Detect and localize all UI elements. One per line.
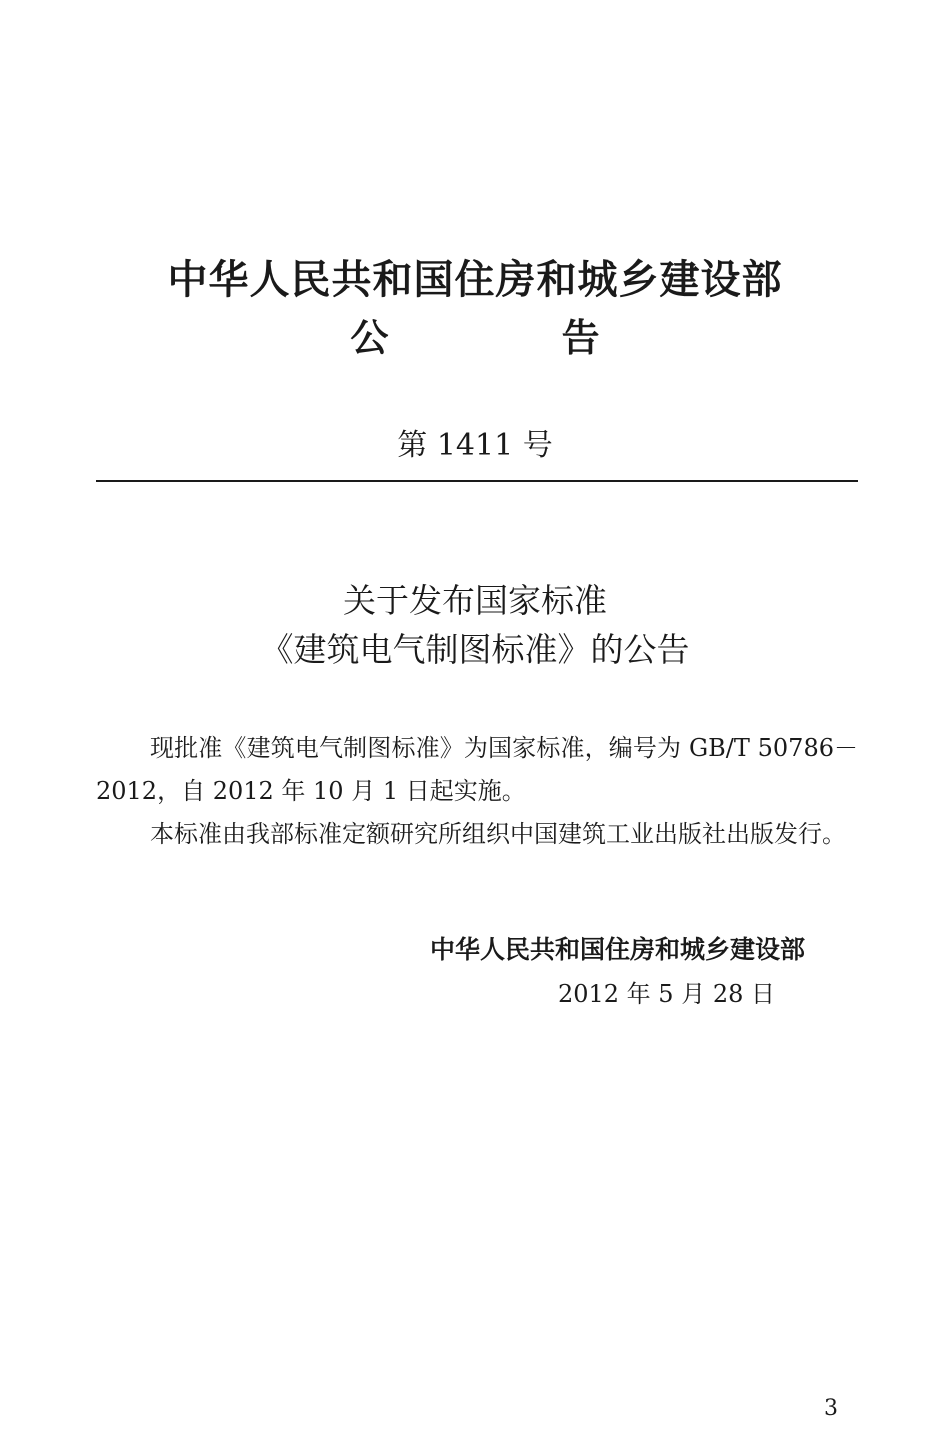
page-number: 3 [824, 1396, 838, 1421]
signature-date: 2012 年 5 月 28 日 [557, 980, 775, 1008]
notice-body [96, 727, 858, 856]
notice-heading-line1: 关于发布国家标准 [343, 581, 607, 620]
signature-organization: 中华人民共和国住房和城乡建设部 [429, 935, 805, 964]
header-divider [96, 480, 858, 482]
notice-label: 公 告 [350, 316, 680, 360]
body-paragraph: 现批准《建筑电气制图标准》为国家标准，编号为 GB/T 50786－2012，自 2012 年 10 月 1 日起实施。 [96, 734, 858, 805]
body-paragraph: 本标准由我部标准定额研究所组织中国建筑工业出版社出版发行。 [150, 820, 846, 848]
notice-number: 第 1411 号 [397, 428, 553, 463]
ministry-title: 中华人民共和国住房和城乡建设部 [167, 257, 783, 303]
notice-heading-line2: 《建筑电气制图标准》的公告 [260, 630, 690, 669]
